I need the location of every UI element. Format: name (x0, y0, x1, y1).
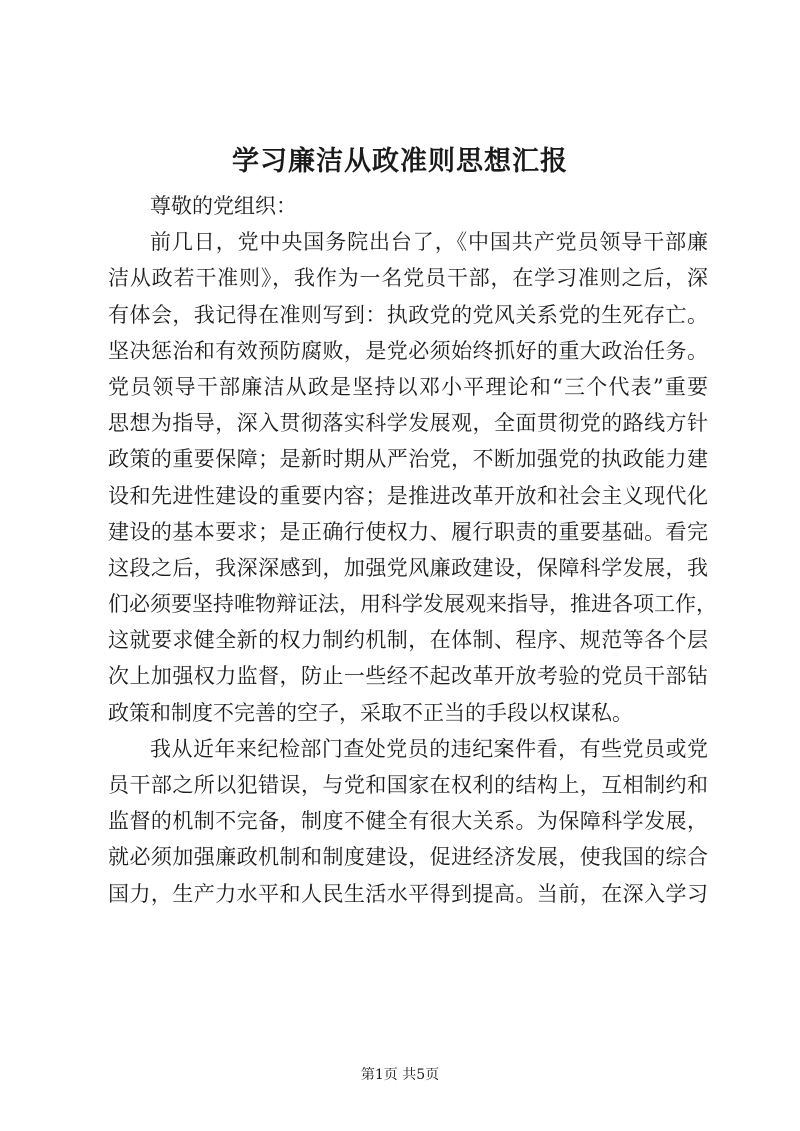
text-line: 员干部之所以犯错误，与党和国家在权利的结构上，互相制约和 (108, 773, 708, 797)
text-line: 我从近年来纪检部门查处党员的违纪案件看，有些党员或党 (150, 736, 708, 761)
paragraph-2 (108, 731, 708, 912)
text-line: 这段之后，我深深感到，加强党风廉政建设，保障科学发展，我 (108, 555, 708, 580)
page-indicator: 第1页 共5页 (360, 1067, 440, 1083)
text-line: 建设的基本要求；是正确行使权力、履行职责的重要基础。看完 (108, 519, 708, 544)
text-line: 就必须加强廉政机制和制度建设，促进经济发展，使我国的综合 (108, 845, 708, 870)
document-title: 学习廉洁从政准则思想汇报 (232, 146, 568, 177)
paragraph-1 (108, 224, 717, 731)
text-line: 思想为指导，深入贯彻落实科学发展观，全面贯彻党的路线方针 (108, 411, 708, 436)
text-line: 监督的机制不完备，制度不健全有很大关系。为保障科学发展， (108, 809, 708, 834)
text-line: 党员领导干部廉洁从政是坚持以邓小平理论和“三个代表”重要 (108, 374, 708, 399)
text-line: 这就要求健全新的权力制约机制，在体制、程序、规范等各个层 (108, 628, 708, 653)
text-line: 有体会，我记得在准则写到：执政党的党风关系党的生死存亡。 (108, 302, 708, 327)
text-line: 次上加强权力监督，防止一些经不起改革开放考验的党员干部钻 (108, 664, 708, 689)
text-line: 政策和制度不完善的空子，采取不正当的手段以权谋私。 (108, 700, 633, 725)
document-body (108, 188, 717, 912)
text-line: 政策的重要保障；是新时期从严治党，不断加强党的执政能力建 (108, 447, 708, 472)
text-line: 坚决惩治和有效预防腐败，是党必须始终抓好的重大政治任务。 (108, 338, 708, 363)
text-line: 国力，生产力水平和人民生活水平得到提高。当前，在深入学习 (108, 881, 708, 906)
text-line: 设和先进性建设的重要内容；是推进改革开放和社会主义现代化 (108, 483, 708, 508)
text-line: 们必须要坚持唯物辩证法，用科学发展观来指导，推进各项工作， (108, 592, 717, 617)
text-line: 前几日，党中央国务院出台了，《中国共产党员领导干部廉 (150, 230, 708, 255)
salutation: 尊敬的党组织： (150, 194, 297, 218)
text-line: 洁从政若干准则》，我作为一名党员干部，在学习准则之后，深 (108, 266, 708, 291)
